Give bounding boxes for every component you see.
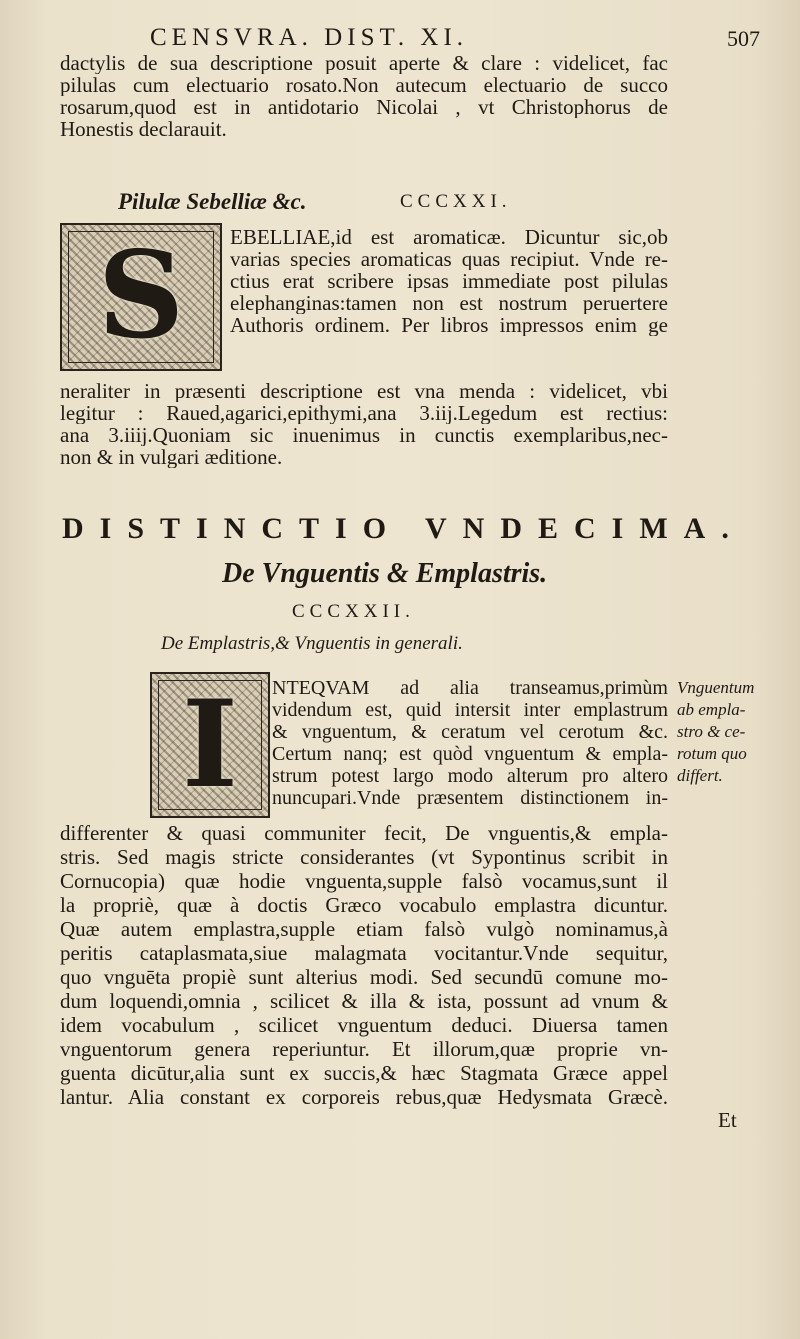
text-line: Cornucopia) quæ hodie vnguenta,supple falsò vocamus,sunt il [60,869,668,893]
text-line: EBELLIAE,id est aromaticæ. Dicuntur sic,ob [230,226,668,248]
ornate-initial-i-icon [150,672,270,818]
text-line: stris. Sed magis stricte considerantes (vt Sypontinus scribit in [60,845,668,869]
text-line: NTEQVAM ad alia transeamus,primùm [272,677,668,699]
text-line: neraliter in præsenti descriptione est vna menda : videlicet, vbi [60,380,668,402]
text-line: lantur. Alia constant ex corporeis rebus,quæ Hedysmata Græcè. [60,1085,668,1109]
text-line: & vnguentum, & ceratum vel cerotum &c. [272,721,668,743]
margin-note-line: stro & ce- [677,722,746,741]
text-line: elephanginas:tamen non est nostrum peruertere [230,292,668,314]
text-line: Honestis declarauit. [60,118,227,140]
text-line: vnguentorum genera reperiuntur. Et illorum,quæ proprie vn- [60,1037,668,1061]
catchword: Et [718,1108,737,1132]
paragraph-sebelliae-indented [230,226,668,336]
text-line: idem vocabulum , scilicet vnguentum deduci. Diuersa tamen [60,1013,668,1037]
text-line: ana 3.iiij.Quoniam sic inuenimus in cunctis exemplaribus,nec- [60,424,668,446]
chapter-title-de-vnguentis: De Vnguentis & Emplastris. [222,558,548,589]
text-line: dum loquendi,omnia , scilicet & illa & ista, possunt ad vnum & [60,989,668,1013]
text-line: quo vnguēta propiè sunt alterius modi. Sed secundū comune mo- [60,965,668,989]
margin-note-line: ab empla- [677,700,746,719]
running-head [150,24,760,54]
initial-letter: S [97,225,185,366]
text-line: Authoris ordinem. Per libros impressos enim ge [230,314,668,336]
text-line: differenter & quasi communiter fecit, De vnguentis,& empla- [60,821,668,845]
text-line: non & in vulgari æditione. [60,446,283,468]
ornate-initial-s-icon [60,223,222,371]
initial-letter: I [181,674,239,815]
section-number-322: CCCXXII. [292,601,415,622]
text-line: la propriè, quæ à doctis Græco vocabulo emplastra dicuntur. [60,893,668,917]
text-line: varias species aromaticas quas recipiut. Vnde re- [230,248,668,270]
text-line: ctius erat scribere ipsas immediate post pilulas [230,270,668,292]
paragraph-inteqvam-indented [272,677,668,809]
text-line: Certum nanq; est quòd vnguentum & empla- [272,743,668,765]
margin-note [677,677,797,787]
paragraph-pilulae-continuation [60,52,668,140]
section-number-321: CCCXXI. [400,191,512,212]
text-line: guenta dicūtur,alia sunt ex succis,& hæc Stagmata Græce appel [60,1061,668,1085]
text-line: strum potest largo modo alterum pro altero [272,765,668,787]
text-line: legitur : Raued,agarici,epithymi,ana 3.iij.Legedum est rectius: [60,402,668,424]
distinctio-heading: DISTINCTIO VNDECIMA. [62,512,745,545]
paragraph-sebelliae-full [60,380,668,468]
paragraph-inteqvam-full [60,821,668,1109]
text-line: videndum est, quid intersit inter emplastrum [272,699,668,721]
folio-number: 507 [727,26,760,51]
running-title: CENSVRA. DIST. XI. [150,24,469,51]
text-line: Quæ autem emplastra,supple etiam falsò vulgò nominamus,à [60,917,668,941]
text-line: peritis cataplasmata,siue malagmata vocitantur.Vnde sequitur, [60,941,668,965]
section-heading-pilulae-sebelliae: Pilulæ Sebelliæ &c. [118,189,307,214]
margin-note-line: rotum quo [677,744,747,763]
sub-heading-in-generali: De Emplastris,& Vnguentis in generali. [161,633,463,654]
text-line: dactylis de sua descriptione posuit aperte & clare : videlicet, fac [60,52,668,74]
text-line: nuncupari.Vnde præsentem distinctionem in- [272,787,668,809]
text-line: rosarum,quod est in antidotario Nicolai , vt Christophorus de [60,96,668,118]
margin-note-line: Vnguentum [677,678,755,697]
margin-note-line: differt. [677,766,723,785]
text-line: pilulas cum electuario rosato.Non autecum electuario de succo [60,74,668,96]
